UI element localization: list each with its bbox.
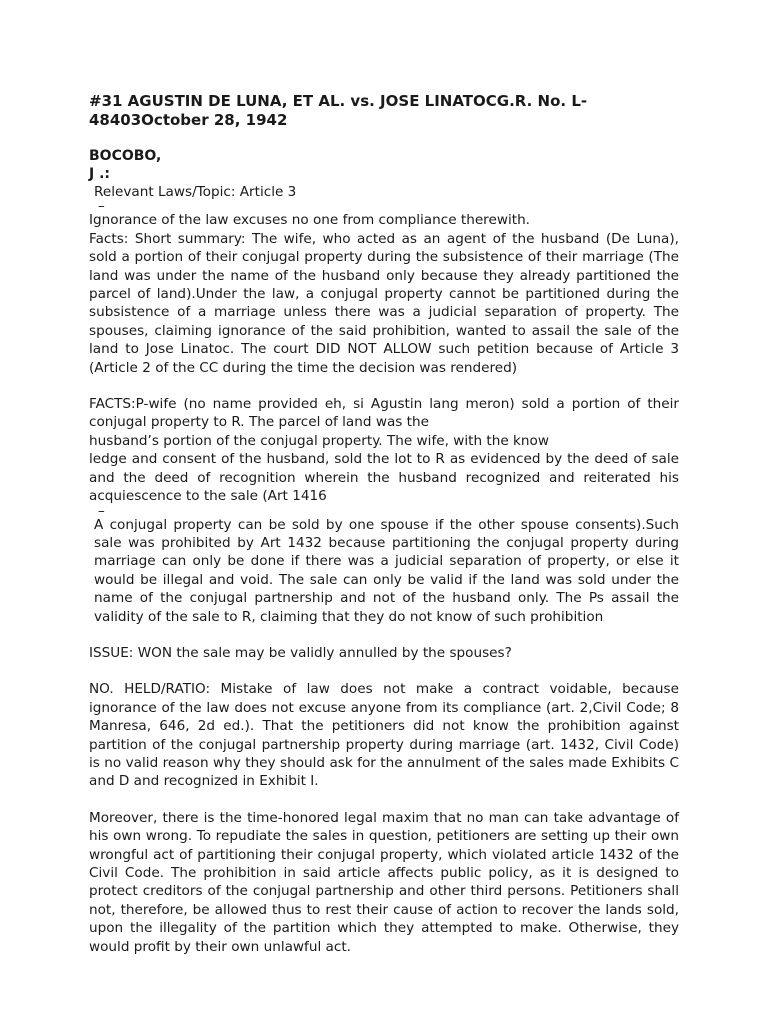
spacer [89,626,679,644]
topic-line: Relevant Laws/Topic: Article 3 [94,184,297,200]
judge-designation: J .: [89,166,110,182]
dash-separator: – [98,198,105,215]
issue-line: ISSUE: WON the sale may be validly annulled by the spouses? [89,644,512,661]
facts-paragraph-4: A conjugal property can be sold by one spouse if the other spouse consents).Such sale was prohibited by Art 1432 because partitioning the conjugal property during marriage can only be done if there was a judicial separation of property, or else it would be illegal and void. The sale can only be valid if the land was sold under the name of the conjugal partnership and not of the husband only. The Ps assail the validity of the sale to R, claiming that they do not know of such prohibition [94,516,679,625]
dash-separator-2: – [98,502,105,519]
document-page [89,92,679,956]
spacer [89,791,679,809]
spacer [89,662,679,680]
facts-paragraph-1: FACTS:P-wife (no name provided eh, si Agustin lang meron) sold a portion of their conjugal property to R. The parcel of land was the [89,396,679,431]
maxim-line: Ignorance of the law excuses no one from compliance therewith. [89,212,530,229]
moreover-paragraph: Moreover, there is the time-honored legal maxim that no man can take advantage of his own wrong. To repudiate the sales in question, petitioners are setting up their own wrongful act of partitioning their conjugal property, which violated article 1432 of the Civil Code. The prohibition in said article affects public policy, as it is designed to protect creditors of the conjugal partnership and other third persons. Petitioners shall not, therefore, be allowed thus to rest their cause of action to recover the lands sold, upon the illegality of the partition which they attempted to make. Otherwise, they would profit by their own unlawful act. [89,809,679,955]
facts-paragraph-2: husband’s portion of the conjugal property. The wife, with the know [89,432,549,449]
facts-paragraph-3: ledge and consent of the husband, sold the lot to R as evidenced by the deed of sale and the deed of recognition wherein the husband recognized and reiterated his acquiescence to the sale (Art 1416 [89,451,679,505]
facts-summary: Facts: Short summary: The wife, who acted as an agent of the husband (De Luna), sold a portion of their conjugal property during the subsistence of their marriage (The land was under the name of the husband only because they already partitioned the parcel of land).Under the law, a conjugal property cannot be partitioned during the subsistence of a marriage unless there was a judicial separation of property. The spouses, claiming ignorance of the said prohibition, wanted to assail the sale of the land to Jose Linatoc. The court DID NOT ALLOW such petition because of Article 3 (Article 2 of the CC during the time the decision was rendered) [89,230,679,376]
held-ratio: NO. HELD/RATIO: Mistake of law does not make a contract voidable, because ignorance of the law does not excuse anyone from its compliance (art. 2,Civil Code; 8 Manresa, 646, 2d ed.). That the petitioners did not know the prohibition against partition of the conjugal partnership property during marriage (art. 1432, Civil Code) is no valid reason why they should ask for the annulment of the sales made Exhibits C and D and recognized in Exhibit I. [89,681,679,790]
judge-name: BOCOBO, [89,148,162,164]
case-title: #31 AGUSTIN DE LUNA, ET AL. vs. JOSE LINATOCG.R. No. L-48403October 28, 1942 [89,92,588,129]
spacer [89,377,679,395]
